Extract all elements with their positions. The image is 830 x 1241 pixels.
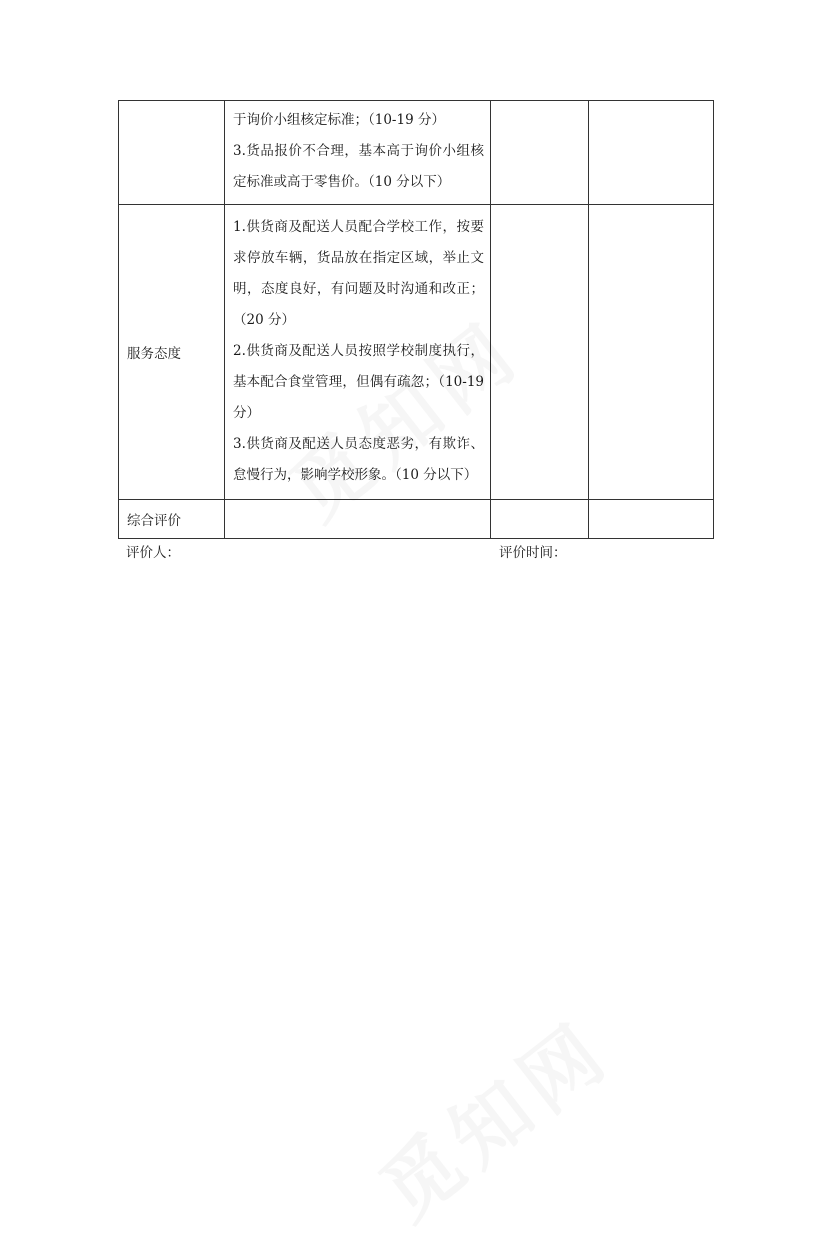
criteria-cell — [225, 205, 491, 500]
remark-cell — [589, 101, 714, 205]
item-name-cell: 服务态度 — [119, 205, 225, 500]
table-row-service-attitude — [119, 205, 714, 500]
item-name-cell: 综合评价 — [119, 500, 225, 539]
criteria-line: 于询价小组核定标准；（10-19 分） — [233, 112, 445, 128]
evaluation-table — [118, 100, 714, 539]
item-name-cell — [119, 101, 225, 205]
criteria-line: 1.供货商及配送人员配合学校工作，按要求停放车辆，货品放在指定区域，举止文明，态度良好，有问题及时沟通和改正；（20 分） — [233, 218, 484, 328]
criteria-cell — [225, 500, 491, 539]
table-row-price — [119, 101, 714, 205]
score-cell — [491, 500, 589, 539]
criteria-line: 3.供货商及配送人员态度恶劣，有欺诈、怠慢行为，影响学校形象。（10 分以下） — [233, 435, 484, 483]
evaluation-time-label: 评价时间： — [499, 545, 567, 561]
criteria-line: 3.货品报价不合理，基本高于询价小组核定标准或高于零售价。（10 分以下） — [233, 143, 484, 190]
table-row-overall — [119, 500, 714, 539]
remark-cell — [589, 205, 714, 500]
score-cell — [491, 101, 589, 205]
remark-cell — [589, 500, 714, 539]
criteria-cell — [225, 101, 491, 205]
score-cell — [491, 205, 589, 500]
evaluator-label: 评价人： — [126, 545, 180, 561]
criteria-line: 2.供货商及配送人员按照学校制度执行，基本配合食堂管理，但偶有疏忽；（10-19 分） — [233, 342, 484, 421]
watermark — [354, 991, 631, 1241]
